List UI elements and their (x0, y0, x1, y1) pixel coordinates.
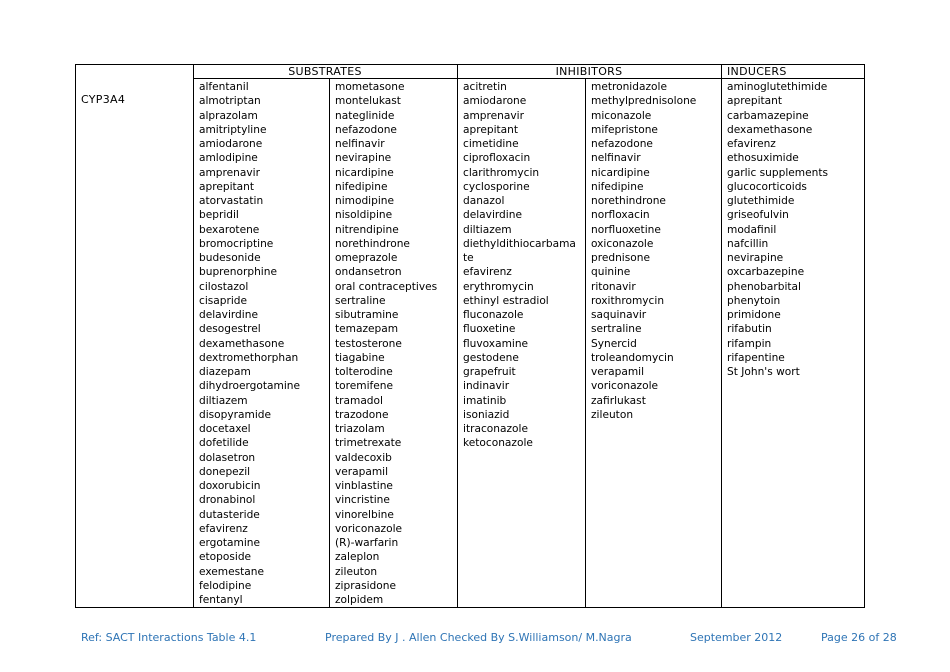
drug-name: nateglinide (335, 109, 395, 122)
col-divider (329, 79, 330, 607)
drug-name: donepezil (199, 465, 251, 478)
drug-name: indinavir (463, 380, 510, 393)
drug-name: bromocriptine (199, 237, 274, 250)
drug-name: Synercid (591, 337, 637, 350)
drug-name: vinblastine (335, 480, 393, 492)
drug-name: ketoconazole (463, 437, 533, 450)
drug-name: diazepam (199, 366, 251, 378)
drug-name: mometasone (335, 81, 405, 93)
drug-name: ergotamine (199, 537, 261, 549)
drug-name: fentanyl (199, 594, 243, 606)
drug-name: cyclosporine (463, 180, 530, 193)
drug-name: vincristine (335, 494, 390, 507)
drug-name: dronabinol (199, 494, 256, 507)
drug-name: alprazolam (199, 109, 258, 122)
drug-name: norethindrone (591, 195, 666, 207)
drug-name: ondansetron (335, 266, 402, 279)
drug-name: vinorelbine (335, 508, 394, 521)
drug-name: sertraline (335, 294, 386, 307)
col-divider (721, 65, 722, 607)
col-divider (457, 65, 458, 607)
drug-name: delavirdine (463, 209, 522, 222)
drug-name: norfluoxetine (591, 223, 661, 236)
drug-name: bepridil (199, 209, 239, 222)
drug-name: rifapentine (727, 351, 785, 364)
drug-name: buprenorphine (199, 266, 277, 279)
drug-name: acitretin (463, 81, 507, 93)
drug-name: exemestane (199, 565, 265, 578)
drug-name: nicardipine (591, 166, 650, 179)
drug-name: griseofulvin (727, 209, 789, 222)
drug-name: tramadol (335, 394, 383, 407)
drug-name: almotriptan (199, 95, 261, 108)
drug-name: nafcillin (727, 237, 769, 250)
drug-name: amiodarone (199, 138, 263, 150)
drug-name: testosterone (335, 337, 402, 350)
drug-name: dolasetron (199, 451, 256, 464)
drug-name: grapefruit (463, 366, 516, 378)
drug-name: nitrendipine (335, 223, 399, 236)
drug-name: primidone (727, 309, 781, 321)
drug-name: amprenavir (199, 166, 260, 179)
drug-name: nicardipine (335, 166, 394, 179)
drug-name: diltiazem (463, 223, 512, 236)
substrates-header: SUBSTRATES (288, 65, 362, 78)
drug-name: te (463, 252, 474, 264)
drug-name: felodipine (199, 579, 252, 592)
inhibitors-column-2 (591, 80, 696, 422)
inducers-column (727, 80, 828, 379)
drug-name: phenytoin (727, 294, 781, 307)
drug-name: zileuton (335, 565, 378, 578)
drug-name: bexarotene (199, 223, 260, 236)
col-divider (585, 79, 586, 607)
footer-date: September 2012 (690, 631, 783, 644)
drug-name: (R)-warfarin (335, 537, 399, 549)
drug-name: phenobarbital (727, 280, 801, 293)
drug-name: amitriptyline (199, 123, 267, 136)
drug-name: temazepam (335, 323, 399, 336)
drug-name: delavirdine (199, 309, 258, 321)
drug-name: aprepitant (463, 123, 519, 136)
drug-name: nevirapine (335, 152, 392, 165)
drug-name: voriconazole (335, 522, 403, 535)
drug-name: danazol (463, 195, 505, 207)
drug-name: dofetilide (199, 437, 249, 450)
drug-name: oxiconazole (591, 237, 654, 250)
substrates-column-1 (199, 80, 300, 607)
drug-name: cisapride (199, 294, 248, 307)
drug-name: etoposide (199, 551, 252, 564)
drug-name: oral contraceptives (335, 280, 438, 293)
drug-name: itraconazole (463, 423, 528, 435)
drug-name: St John's wort (727, 366, 800, 378)
drug-name: nefazodone (591, 138, 653, 150)
drug-name: fluconazole (463, 309, 524, 321)
drug-name: nisoldipine (335, 209, 393, 222)
drug-name: aminoglutethimide (727, 81, 828, 93)
drug-name: nefazodone (335, 123, 397, 136)
drug-name: dexamethasone (199, 337, 285, 350)
inhibitors-header: INHIBITORS (555, 65, 623, 78)
drug-name: mifepristone (591, 123, 658, 136)
drug-name: nifedipine (591, 180, 644, 193)
drug-name: gestodene (463, 351, 519, 364)
drug-name: zaleplon (335, 551, 380, 564)
drug-name: clarithromycin (463, 166, 540, 179)
drug-name: zolpidem (335, 594, 384, 606)
drug-name: ethinyl estradiol (463, 294, 549, 307)
drug-name: fluvoxamine (463, 337, 529, 350)
drug-name: trazodone (335, 408, 389, 421)
drug-name: efavirenz (199, 522, 248, 535)
drug-name: tiagabine (335, 351, 385, 364)
drug-name: desogestrel (199, 323, 261, 336)
enzyme-label: CYP3A4 (81, 93, 126, 106)
drug-name: carbamazepine (727, 109, 809, 122)
drug-name: dutasteride (199, 508, 260, 521)
drug-name: disopyramide (199, 408, 272, 421)
drug-name: oxcarbazepine (727, 266, 805, 279)
drug-name: aprepitant (199, 180, 255, 193)
drug-name: toremifene (335, 380, 394, 393)
drug-name: modafinil (727, 223, 777, 236)
drug-name: tolterodine (335, 366, 393, 378)
drug-name: ritonavir (591, 280, 636, 293)
drug-name: garlic supplements (727, 166, 829, 179)
drug-name: dihydroergotamine (199, 380, 301, 393)
drug-name: fluoxetine (463, 323, 516, 336)
drug-name: montelukast (335, 95, 401, 108)
drug-name: methylprednisolone (591, 95, 697, 108)
drug-name: isoniazid (463, 408, 510, 421)
drug-name: omeprazole (335, 252, 398, 264)
inhibitors-column-1 (463, 80, 576, 451)
drug-name: triazolam (335, 423, 385, 435)
drug-name: budesonide (199, 252, 261, 264)
drug-name: efavirenz (727, 138, 776, 150)
drug-name: metronidazole (591, 81, 667, 93)
drug-name: glutethimide (727, 195, 795, 207)
drug-name: amprenavir (463, 109, 524, 122)
drug-name: diethyldithiocarbama (463, 237, 576, 250)
drug-name: quinine (591, 266, 631, 279)
drug-name: nelfinavir (335, 138, 385, 150)
drug-name: zafirlukast (591, 394, 646, 407)
drug-name: imatinib (463, 394, 507, 407)
drug-name: rifabutin (727, 323, 772, 336)
drug-name: ciprofloxacin (463, 152, 531, 165)
drug-name: sibutramine (335, 309, 399, 321)
drug-name: dexamethasone (727, 123, 813, 136)
drug-name: roxithromycin (591, 294, 665, 307)
drug-name: ethosuximide (727, 152, 799, 165)
drug-name: trimetrexate (335, 437, 402, 450)
drug-name: verapamil (591, 366, 645, 378)
drug-name: miconazole (591, 109, 652, 122)
drug-name: alfentanil (199, 81, 249, 93)
footer-prepared-by: Prepared By J . Allen Checked By S.Williamson/ M.Nagra (325, 631, 632, 644)
drug-name: prednisone (591, 252, 650, 264)
drug-name: nelfinavir (591, 152, 641, 165)
drug-name: dextromethorphan (199, 351, 299, 364)
drug-name: zileuton (591, 408, 634, 421)
drug-name: rifampin (727, 337, 772, 350)
drug-name: sertraline (591, 323, 642, 336)
drug-name: glucocorticoids (727, 180, 807, 193)
drug-name: cilostazol (199, 280, 249, 293)
drug-name: erythromycin (463, 280, 534, 293)
drug-name: nifedipine (335, 180, 388, 193)
drug-name: verapamil (335, 465, 389, 478)
drug-name: diltiazem (199, 394, 248, 407)
drug-name: ziprasidone (335, 579, 396, 592)
drug-name: doxorubicin (199, 480, 261, 492)
drug-name: saquinavir (591, 309, 647, 321)
drug-name: norfloxacin (591, 209, 650, 222)
drug-name: amiodarone (463, 95, 527, 108)
substrates-column-2 (335, 80, 437, 607)
drug-name: aprepitant (727, 95, 783, 108)
drug-name: nimodipine (335, 195, 395, 207)
cyp3a4-table (75, 64, 865, 608)
drug-name: efavirenz (463, 266, 512, 279)
footer-reference: Ref: SACT Interactions Table 4.1 (81, 631, 257, 644)
drug-name: valdecoxib (335, 451, 392, 464)
col-divider (193, 65, 194, 607)
drug-name: norethindrone (335, 237, 410, 250)
drug-name: nevirapine (727, 252, 784, 264)
drug-name: docetaxel (199, 423, 251, 435)
inducers-header: INDUCERS (727, 65, 787, 78)
drug-name: voriconazole (591, 380, 659, 393)
drug-name: atorvastatin (199, 195, 264, 207)
drug-name: amlodipine (199, 152, 258, 165)
footer-page-number: Page 26 of 28 (821, 631, 897, 644)
drug-name: cimetidine (463, 138, 519, 150)
drug-name: troleandomycin (591, 351, 674, 364)
